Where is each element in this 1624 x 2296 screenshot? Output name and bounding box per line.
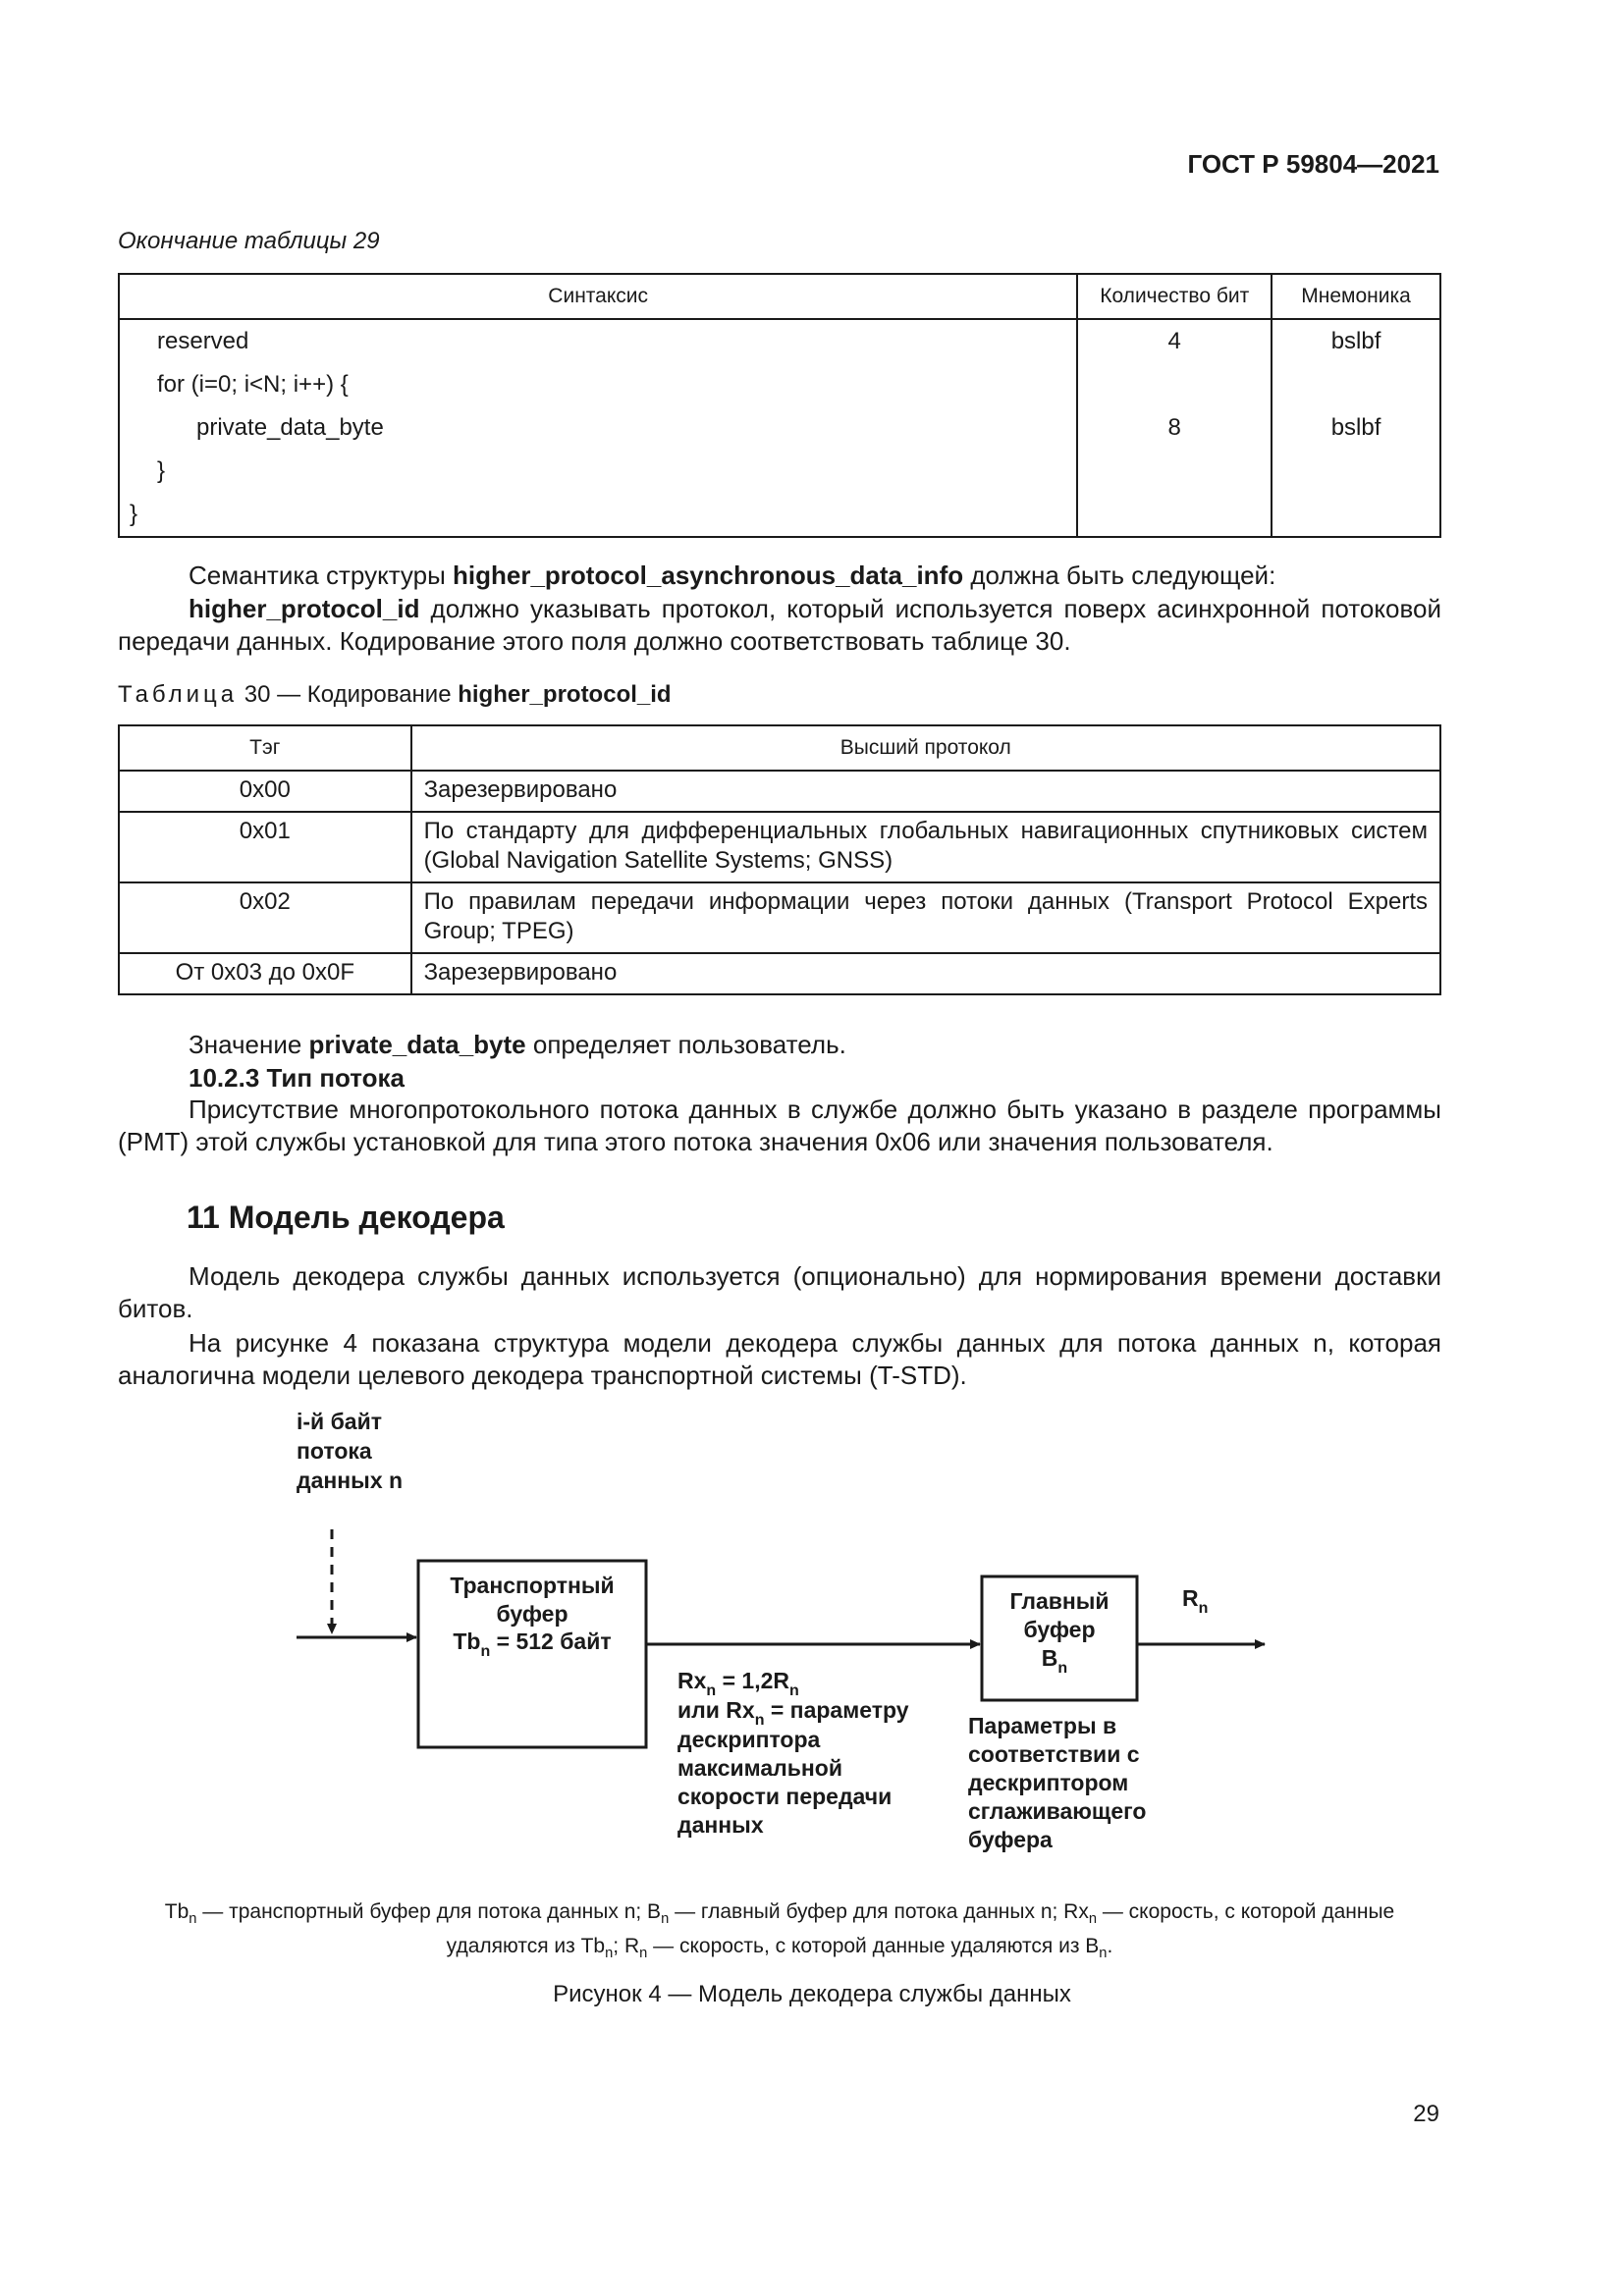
rx-rate-line-1: $Rx_n = 1,2R_n$: [677, 1668, 799, 1699]
main-buffer-symbol: $B_n$: [1041, 1645, 1068, 1677]
input-label-line-3: данных n: [297, 1468, 404, 1493]
mnemonic-cell: [1272, 450, 1440, 493]
section-heading: 11 Модель декодера: [187, 1200, 505, 1235]
bits-cell: [1077, 363, 1272, 406]
transport-buffer-size: $Tb_n = 512$ байт: [453, 1629, 612, 1660]
protocol-cell: Зарезервировано: [411, 953, 1440, 994]
column-header-protocol: Высший протокол: [411, 725, 1440, 771]
figure-legend: [118, 1898, 1441, 1967]
protocol-cell: По правилам передачи информации через потоки данных (Transport Protocol Experts Group; TPEG): [411, 882, 1440, 953]
protocol-cell: Зарезервировано: [411, 771, 1440, 812]
params-line-2: соответствии с: [968, 1741, 1140, 1767]
rx-rate-line-2: или $Rx_n$ = параметру: [677, 1697, 909, 1729]
table-row: [119, 882, 1440, 953]
table-row: [119, 771, 1440, 812]
main-buffer-label-1: Главный: [1009, 1588, 1110, 1614]
rx-rate-line-6: данных: [677, 1812, 764, 1838]
figure-caption: Рисунок 4 — Модель декодера службы данных: [553, 1981, 1071, 2007]
decoder-paragraph-2: На рисунке 4 показана структура модели декодера службы данных для потока данных n, которая аналогична модели целевого декодера транспортной системы (T-STD).: [118, 1328, 1441, 1390]
bits-cell: 8: [1077, 406, 1272, 450]
transport-buffer-label-2: буфер: [496, 1601, 568, 1627]
mnemonic-cell: [1272, 363, 1440, 406]
private-data-byte-paragraph: Значение private_data_byte определяет пользователь.: [189, 1030, 846, 1059]
protocol-cell: По стандарту для дифференциальных глобальных навигационных спутниковых систем (Global Navigation Satellite Systems; GNSS): [411, 812, 1440, 882]
syntax-cell: for (i=0; i<N; i++) {: [119, 363, 1077, 406]
column-header-bits: Количество бит: [1077, 274, 1272, 319]
semantics-paragraph-1: Семантика структуры higher_protocol_asynchronous_data_info должна быть следующей:: [189, 561, 1276, 590]
table-row: [119, 406, 1440, 450]
tag-cell: 0x01: [119, 812, 411, 882]
syntax-cell: reserved: [119, 319, 1077, 363]
syntax-cell: }: [119, 450, 1077, 493]
table-29-continuation-caption: Окончание таблицы 29: [118, 228, 380, 254]
column-header-syntax: Синтаксис: [119, 274, 1077, 319]
mnemonic-cell: bslbf: [1272, 319, 1440, 363]
rx-rate-line-3: дескриптора: [677, 1727, 821, 1752]
bits-cell: 4: [1077, 319, 1272, 363]
table-row: [119, 493, 1440, 537]
main-buffer-label-2: буфер: [1023, 1617, 1096, 1642]
bits-cell: [1077, 450, 1272, 493]
tag-cell: 0x00: [119, 771, 411, 812]
table-row: [119, 363, 1440, 406]
table-30: [118, 724, 1441, 995]
subsection-heading: 10.2.3 Тип потока: [189, 1063, 405, 1093]
syntax-cell: private_data_byte: [119, 406, 1077, 450]
stream-type-paragraph: Присутствие многопротокольного потока данных в службе должно быть указано в разделе программы (PMT) этой службы установкой для типа этого потока значения 0x06 или значения пользователя.: [118, 1095, 1441, 1156]
mnemonic-cell: bslbf: [1272, 406, 1440, 450]
table-row: [119, 953, 1440, 994]
mnemonic-cell: [1272, 493, 1440, 537]
table-row: [119, 319, 1440, 363]
table-row: [119, 450, 1440, 493]
decoder-model-diagram: [0, 1404, 1624, 1885]
figure-legend-line-1: $Tb_n$ — транспортный буфер для потока данных n; $B_n$ — главный буфер для потока данных n; $Rx_n$ — скорость, с которой данные: [164, 1900, 1395, 1928]
transport-buffer-label-1: Транспортный: [450, 1573, 615, 1598]
column-header-mnemonic: Мнемоника: [1272, 274, 1440, 319]
page-number: 29: [1413, 2101, 1439, 2127]
semantics-paragraph-2: higher_protocol_id должно указывать протокол, который используется поверх асинхронной потоковой передачи данных. Кодирование этого поля должно соответствовать таблице 30.: [118, 594, 1441, 656]
figure-legend-line-2: удаляются из $Tb_n$; $R_n$ — скорость, с которой данные удаляются из $B_n$.: [446, 1935, 1113, 1962]
params-line-4: сглаживающего: [968, 1798, 1147, 1824]
output-rate-label: $R_n$: [1182, 1585, 1209, 1617]
column-header-tag: Тэг: [119, 725, 411, 771]
tag-cell: 0x02: [119, 882, 411, 953]
input-label-line-2: потока: [297, 1438, 372, 1464]
params-line-1: Параметры в: [968, 1713, 1117, 1738]
rx-rate-line-4: максимальной: [677, 1755, 842, 1781]
rx-rate-line-5: скорости передачи: [677, 1784, 893, 1809]
input-label-line-1: i-й байт: [297, 1409, 382, 1434]
document-standard-number: ГОСТ Р 59804—2021: [1187, 149, 1439, 179]
table-29: [118, 273, 1441, 538]
decoder-paragraph-1: Модель декодера службы данных используется (опционально) для нормирования времени доставки битов.: [118, 1261, 1441, 1323]
bits-cell: [1077, 493, 1272, 537]
table-30-caption: Таблица 30 — Кодирование higher_protocol_id: [118, 681, 672, 708]
params-line-3: дескриптором: [968, 1770, 1129, 1795]
tag-cell: От 0x03 до 0x0F: [119, 953, 411, 994]
table-row: [119, 812, 1440, 882]
params-line-5: буфера: [968, 1827, 1053, 1852]
syntax-cell: }: [119, 493, 1077, 537]
